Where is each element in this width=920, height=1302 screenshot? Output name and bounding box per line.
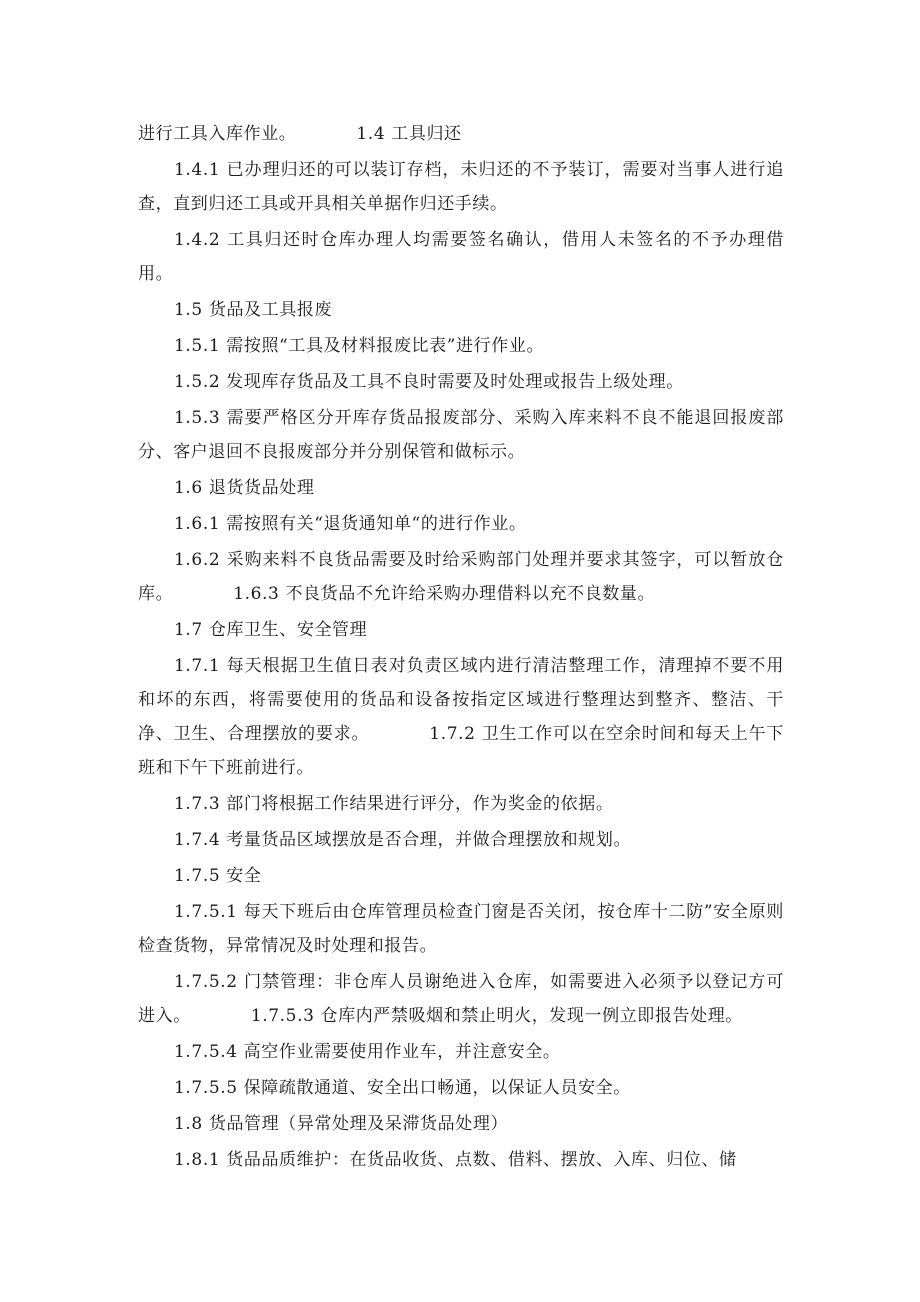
paragraph-1-7-5-4: 1.7.5.4 高空作业需要使用作业车，并注意安全。 [174,1042,561,1062]
paragraph-1-7-4: 1.7.4 考量货品区域摆放是否合理，并做合理摆放和规划。 [174,830,632,850]
paragraph-1-6-2 [138,543,784,611]
paragraph-1-5-3: 1.5.3 需要严格区分开库存货品报废部分、采购入库来料不良不能退回报废部分、客户退回不良报废部分并分别保管和做标示。 [138,408,784,462]
paragraph-1-7-5-2 [138,965,784,1033]
paragraph-1-8-1: 1.8.1 货品品质维护：在货品收货、点数、借料、摆放、入库、归位、储 [174,1150,737,1170]
paragraph-1-6-2-text: 1.6.2 采购来料不良货品需要及时给采购部门处理并要求其签字，可以暂放仓库。 [138,550,784,604]
paragraph-1-7-5-1: 1.7.5.1 每天下班后由仓库管理员检查门窗是否关闭，按仓库十二防”安全原则检查货物，异常情况及时处理和报告。 [138,902,784,956]
paragraph-1-4-1: 1.4.1 已办理归还的可以装订存档，未归还的不予装订，需要对当事人进行追查，直到归还工具或开具相关单据作归还手续。 [138,160,784,214]
paragraph-1-6-3-text: 1.6.3 不良货品不允许给采购办理借料以充不良数量。 [233,584,656,604]
section-heading-1-5: 1.5 货品及工具报废 [174,300,333,320]
paragraph-1-7-5-2-text: 1.7.5.2 门禁管理：非仓库人员谢绝进入仓库，如需要进入必须予以登记方可进入。 [138,972,784,1026]
paragraph-1-text: 进行工具入库作业。 [138,124,297,144]
section-heading-1-4: 1.4 工具归还 [356,124,462,144]
paragraph-1-5-2: 1.5.2 发现库存货品及工具不良时需要及时处理或报告上级处理。 [174,372,684,392]
paragraph-1-5-1: 1.5.1 需按照“工具及材料报废比表”进行作业。 [174,336,545,356]
paragraph-1-7-5-3-text: 1.7.5.3 仓库内严禁吸烟和禁止明火，发现一例立即报告处理。 [250,1006,743,1026]
paragraph-1-7-3: 1.7.3 部门将根据工作结果进行评分，作为奖金的依据。 [174,794,614,814]
paragraph-1-4-2: 1.4.2 工具归还时仓库办理人均需要签名确认，借用人未签名的不予办理借用。 [138,230,784,284]
section-heading-1-7-5: 1.7.5 安全 [174,866,262,886]
paragraph-1 [138,117,784,151]
section-heading-1-8: 1.8 货品管理（异常处理及呆滞货品处理） [174,1114,509,1134]
paragraph-1-7-1-text: 1.7.1 每天根据卫生值日表对负责区域内进行清洁整理工作，清理掉不要不用和坏的东西，将需要使用的货品和设备按指定区域进行整理达到整齐、整洁、干净、卫生、合理摆放的要求。 [138,656,784,744]
paragraph-1-7-2-text: 1.7.2 卫生工作可以在空余时间和每天上午下班和下午下班前进行。 [138,724,784,778]
paragraph-1-7-5-5: 1.7.5.5 保障疏散通道、安全出口畅通，以保证人员安全。 [174,1078,631,1098]
paragraph-1-6-1: 1.6.1 需按照有关“退货通知单“的进行作业。 [174,514,527,534]
paragraph-1-7-1 [138,649,784,785]
document-body [138,117,784,1179]
section-heading-1-7: 1.7 仓库卫生、安全管理 [174,620,368,640]
section-heading-1-6: 1.6 退货货品处理 [174,478,315,498]
